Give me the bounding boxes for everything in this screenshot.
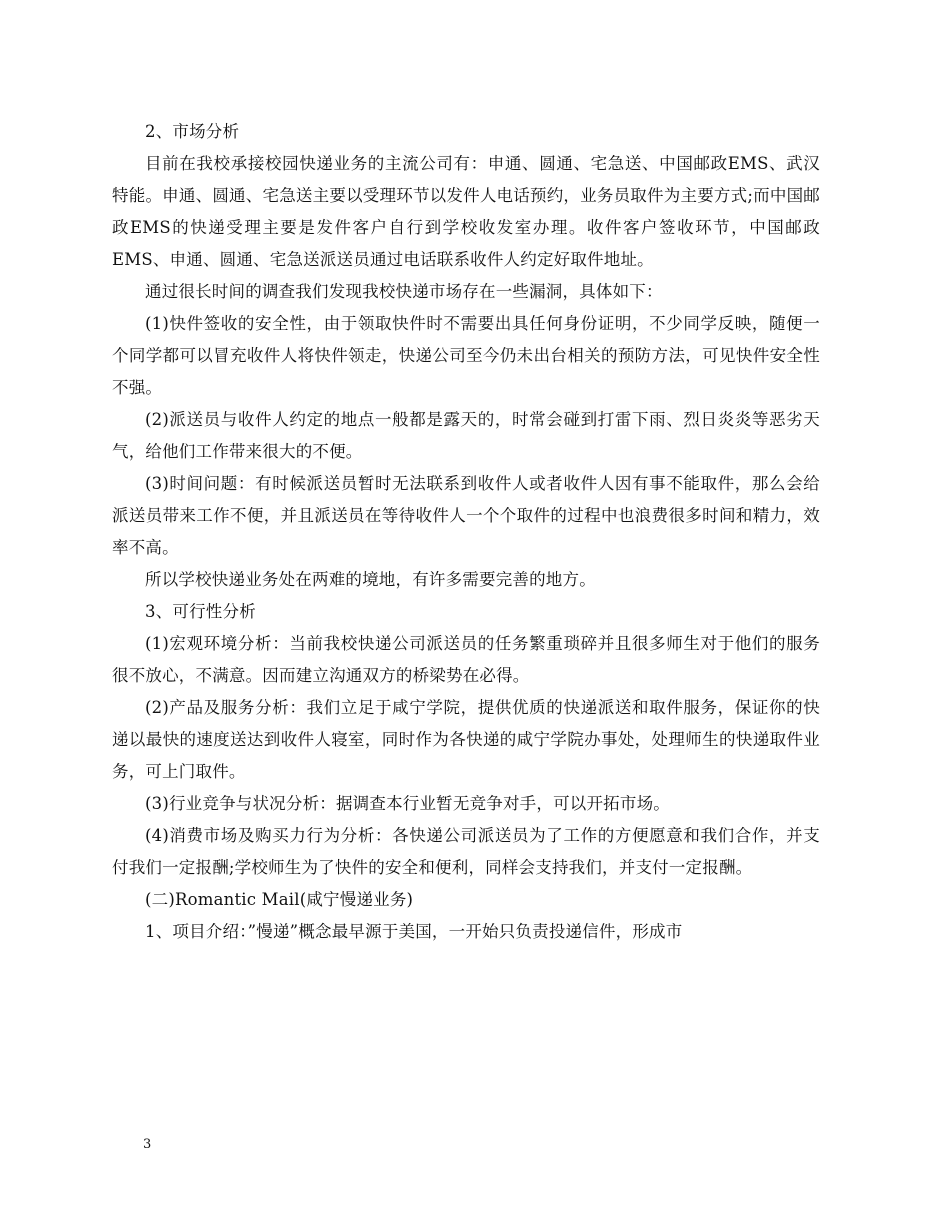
paragraph-issue-time: (3)时间问题：有时候派送员暂时无法联系到收件人或者收件人因有事不能取件，那么会给派送员带来工作不便，并且派送员在等待收件人一个个取件的过程中也浪费很多时间和精力，效率不高。 <box>112 474 820 557</box>
paragraph-main-companies: 目前在我校承接校园快递业务的主流公司有：申通、圆通、宅急送、中国邮政EMS、武汉特能。申通、圆通、宅急送主要以受理环节以发件人电话预约，业务员取件为主要方式;而中国邮政EMS的快递受理主要是发件客户自行到学校收发室办理。收件客户签收环节，中国邮政EMS、申通、圆通、宅急送派送员通过电话联系收件人约定好取件地址。 <box>112 154 820 269</box>
paragraph-project-intro: 1、项目介绍：”慢递”概念最早源于美国，一开始只负责投递信件，形成市 <box>145 922 683 941</box>
paragraph-issue-location: (2)派送员与收件人约定的地点一般都是露天的，时常会碰到打雷下雨、烈日炎炎等恶劣天气，给他们工作带来很大的不便。 <box>112 410 820 461</box>
paragraph-macro-environment: (1)宏观环境分析：当前我校快递公司派送员的任务繁重琐碎并且很多师生对于他们的服务很不放心，不满意。因而建立沟通双方的桥梁势在必得。 <box>112 634 820 685</box>
paragraph-consumer-market: (4)消费市场及购买力行为分析：各快递公司派送员为了工作的方便愿意和我们合作，并支付我们一定报酬;学校师生为了快件的安全和便利，同样会支持我们，并支付一定报酬。 <box>112 826 820 877</box>
section-heading-romantic-mail: (二)Romantic Mail(咸宁慢递业务) <box>145 890 414 909</box>
paragraph-summary: 所以学校快递业务处在两难的境地，有许多需要完善的地方。 <box>145 570 596 589</box>
section-heading-feasibility: 3、可行性分析 <box>145 602 256 621</box>
section-heading-market-analysis: 2、市场分析 <box>145 122 240 141</box>
document-body <box>112 116 820 948</box>
paragraph-survey-intro: 通过很长时间的调查我们发现我校快递市场存在一些漏洞，具体如下： <box>145 282 663 301</box>
paragraph-product-service: (2)产品及服务分析：我们立足于咸宁学院，提供优质的快递派送和取件服务，保证你的快递以最快的速度送达到收件人寝室，同时作为各快递的咸宁学院办事处，处理师生的快递取件业务，可上门取件。 <box>112 698 820 781</box>
paragraph-issue-security: (1)快件签收的安全性，由于领取快件时不需要出具任何身份证明，不少同学反映，随便一个同学都可以冒充收件人将快件领走，快递公司至今仍未出台相关的预防方法，可见快件安全性不强。 <box>112 314 820 397</box>
page-number: 3 <box>143 1137 152 1152</box>
paragraph-competition: (3)行业竞争与状况分析：据调查本行业暂无竞争对手，可以开拓市场。 <box>145 794 670 813</box>
